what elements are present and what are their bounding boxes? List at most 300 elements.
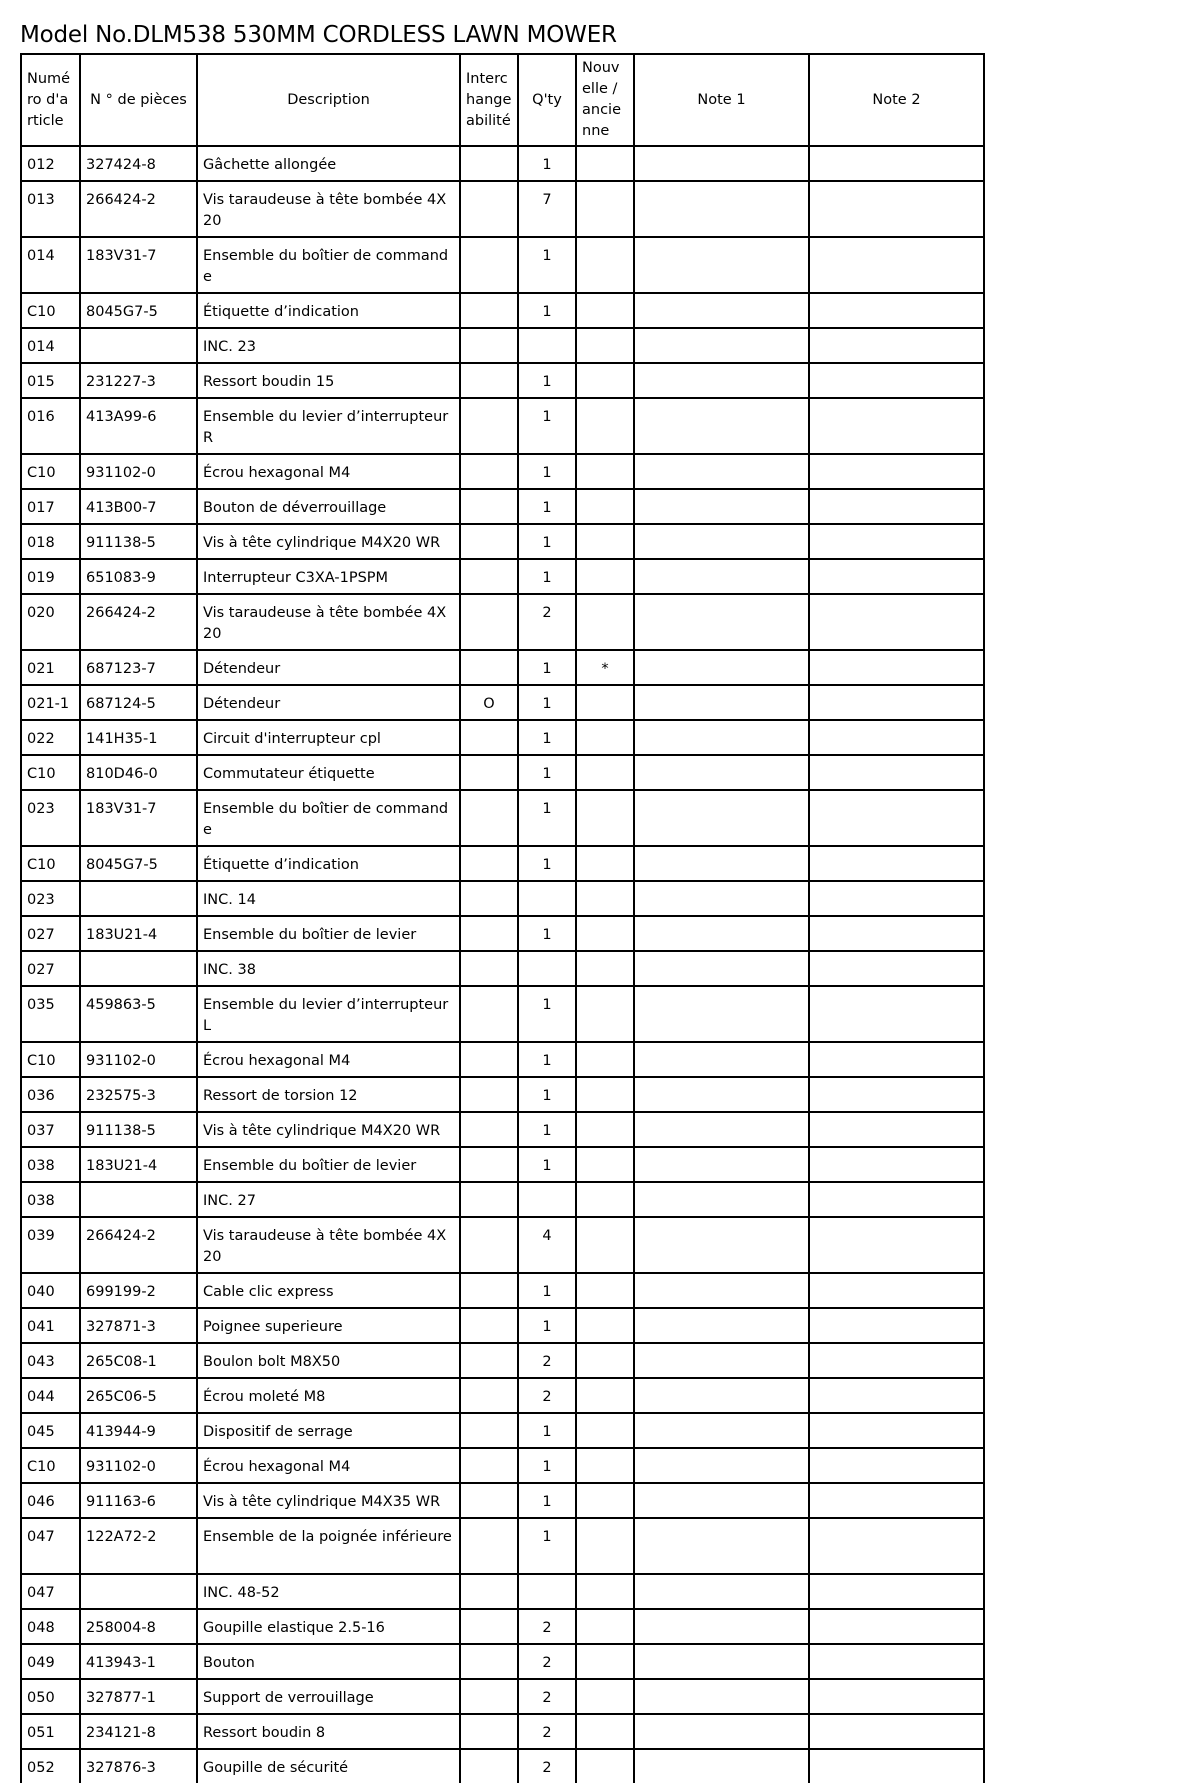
cell-part-number: 266424-2 xyxy=(80,594,197,650)
cell-note-1 xyxy=(634,1077,809,1112)
cell-description: Ensemble du boîtier de commande xyxy=(197,790,460,846)
cell-interchangeability xyxy=(460,1308,518,1343)
cell-interchangeability xyxy=(460,951,518,986)
table-row xyxy=(21,1308,984,1343)
cell-quantity: 1 xyxy=(518,1147,576,1182)
cell-item-number: 023 xyxy=(21,881,80,916)
cell-interchangeability xyxy=(460,1413,518,1448)
cell-item-number: 043 xyxy=(21,1343,80,1378)
cell-quantity: 1 xyxy=(518,755,576,790)
table-row xyxy=(21,181,984,237)
cell-new-old xyxy=(576,1077,634,1112)
cell-note-2 xyxy=(809,1217,984,1273)
cell-quantity: 1 xyxy=(518,1308,576,1343)
cell-item-number: 038 xyxy=(21,1182,80,1217)
cell-interchangeability xyxy=(460,1343,518,1378)
cell-interchangeability xyxy=(460,881,518,916)
col-header-quantity: Q'ty xyxy=(518,54,576,146)
cell-note-1 xyxy=(634,363,809,398)
cell-new-old xyxy=(576,1308,634,1343)
cell-note-2 xyxy=(809,1308,984,1343)
cell-part-number: 911138-5 xyxy=(80,524,197,559)
table-row xyxy=(21,398,984,454)
cell-note-1 xyxy=(634,1182,809,1217)
col-header-description: Description xyxy=(197,54,460,146)
cell-description: Commutateur étiquette xyxy=(197,755,460,790)
cell-note-1 xyxy=(634,790,809,846)
cell-note-1 xyxy=(634,1042,809,1077)
cell-new-old xyxy=(576,594,634,650)
cell-note-2 xyxy=(809,1714,984,1749)
parts-table-body xyxy=(21,146,984,1783)
cell-note-1 xyxy=(634,846,809,881)
table-row xyxy=(21,1679,984,1714)
cell-interchangeability xyxy=(460,1574,518,1609)
table-row xyxy=(21,489,984,524)
cell-part-number: 141H35-1 xyxy=(80,720,197,755)
cell-part-number: 183U21-4 xyxy=(80,1147,197,1182)
cell-interchangeability xyxy=(460,1518,518,1574)
cell-interchangeability xyxy=(460,1609,518,1644)
cell-note-1 xyxy=(634,181,809,237)
cell-part-number: 699199-2 xyxy=(80,1273,197,1308)
cell-note-2 xyxy=(809,1413,984,1448)
cell-note-2 xyxy=(809,1574,984,1609)
cell-note-2 xyxy=(809,1077,984,1112)
table-row xyxy=(21,1112,984,1147)
cell-note-1 xyxy=(634,1749,809,1783)
cell-note-2 xyxy=(809,559,984,594)
cell-new-old xyxy=(576,559,634,594)
cell-quantity: 1 xyxy=(518,293,576,328)
cell-quantity: 2 xyxy=(518,1714,576,1749)
cell-item-number: 047 xyxy=(21,1518,80,1574)
table-row xyxy=(21,328,984,363)
cell-note-1 xyxy=(634,237,809,293)
table-row xyxy=(21,720,984,755)
cell-part-number: 231227-3 xyxy=(80,363,197,398)
cell-part-number: 8045G7-5 xyxy=(80,293,197,328)
cell-new-old xyxy=(576,293,634,328)
cell-note-1 xyxy=(634,454,809,489)
cell-part-number: 651083-9 xyxy=(80,559,197,594)
cell-item-number: 052 xyxy=(21,1749,80,1783)
cell-item-number: 019 xyxy=(21,559,80,594)
cell-new-old xyxy=(576,1273,634,1308)
cell-description: Écrou hexagonal M4 xyxy=(197,1448,460,1483)
cell-note-2 xyxy=(809,237,984,293)
cell-note-1 xyxy=(634,1308,809,1343)
cell-item-number: 039 xyxy=(21,1217,80,1273)
cell-item-number: C10 xyxy=(21,846,80,881)
cell-note-2 xyxy=(809,1378,984,1413)
cell-note-2 xyxy=(809,1343,984,1378)
cell-new-old xyxy=(576,454,634,489)
cell-part-number xyxy=(80,1574,197,1609)
cell-part-number: 183V31-7 xyxy=(80,237,197,293)
cell-description: Étiquette d’indication xyxy=(197,846,460,881)
cell-quantity xyxy=(518,328,576,363)
cell-note-2 xyxy=(809,1147,984,1182)
cell-part-number: 931102-0 xyxy=(80,1042,197,1077)
cell-description: Ensemble du boîtier de commande xyxy=(197,237,460,293)
cell-description: Gâchette allongée xyxy=(197,146,460,181)
cell-part-number: 183U21-4 xyxy=(80,916,197,951)
cell-new-old xyxy=(576,986,634,1042)
cell-new-old xyxy=(576,237,634,293)
cell-note-2 xyxy=(809,846,984,881)
cell-interchangeability xyxy=(460,181,518,237)
cell-description: Ressort boudin 15 xyxy=(197,363,460,398)
cell-quantity: 1 xyxy=(518,790,576,846)
cell-note-2 xyxy=(809,293,984,328)
cell-description: Vis à tête cylindrique M4X20 WR xyxy=(197,524,460,559)
cell-new-old xyxy=(576,1448,634,1483)
table-row xyxy=(21,1574,984,1609)
cell-description: Ensemble de la poignée inférieure xyxy=(197,1518,460,1574)
cell-note-2 xyxy=(809,1609,984,1644)
cell-item-number: 017 xyxy=(21,489,80,524)
table-row xyxy=(21,1609,984,1644)
cell-note-1 xyxy=(634,951,809,986)
cell-note-1 xyxy=(634,1483,809,1518)
table-row xyxy=(21,790,984,846)
cell-interchangeability xyxy=(460,293,518,328)
cell-note-2 xyxy=(809,524,984,559)
cell-new-old xyxy=(576,1483,634,1518)
cell-note-1 xyxy=(634,146,809,181)
cell-description: Vis à tête cylindrique M4X35 WR xyxy=(197,1483,460,1518)
cell-description: Cable clic express xyxy=(197,1273,460,1308)
col-header-item-number: Numéro d'article xyxy=(21,54,80,146)
cell-note-2 xyxy=(809,1644,984,1679)
cell-note-2 xyxy=(809,790,984,846)
cell-interchangeability xyxy=(460,1217,518,1273)
cell-quantity: 1 xyxy=(518,916,576,951)
cell-item-number: 022 xyxy=(21,720,80,755)
cell-new-old xyxy=(576,328,634,363)
cell-interchangeability xyxy=(460,986,518,1042)
cell-new-old xyxy=(576,685,634,720)
cell-interchangeability xyxy=(460,1182,518,1217)
page-title: Model No.DLM538 530MM CORDLESS LAWN MOWER xyxy=(20,22,617,48)
cell-quantity xyxy=(518,881,576,916)
cell-note-2 xyxy=(809,1679,984,1714)
cell-part-number: 413A99-6 xyxy=(80,398,197,454)
cell-interchangeability xyxy=(460,1112,518,1147)
cell-part-number: 183V31-7 xyxy=(80,790,197,846)
table-row xyxy=(21,1483,984,1518)
table-row xyxy=(21,1343,984,1378)
cell-new-old xyxy=(576,1609,634,1644)
cell-interchangeability xyxy=(460,1077,518,1112)
cell-note-2 xyxy=(809,916,984,951)
cell-part-number: 266424-2 xyxy=(80,1217,197,1273)
cell-quantity: 1 xyxy=(518,1483,576,1518)
cell-item-number: 014 xyxy=(21,237,80,293)
cell-quantity: 1 xyxy=(518,363,576,398)
cell-item-number: 015 xyxy=(21,363,80,398)
cell-description: INC. 27 xyxy=(197,1182,460,1217)
cell-part-number: 327424-8 xyxy=(80,146,197,181)
cell-new-old xyxy=(576,398,634,454)
table-row xyxy=(21,846,984,881)
cell-quantity: 1 xyxy=(518,685,576,720)
cell-quantity: 2 xyxy=(518,594,576,650)
cell-note-1 xyxy=(634,1343,809,1378)
cell-interchangeability xyxy=(460,1378,518,1413)
cell-new-old xyxy=(576,951,634,986)
cell-new-old xyxy=(576,1679,634,1714)
cell-quantity: 2 xyxy=(518,1749,576,1783)
cell-interchangeability xyxy=(460,790,518,846)
cell-note-2 xyxy=(809,650,984,685)
cell-item-number: 012 xyxy=(21,146,80,181)
cell-description: Goupille de sécurité xyxy=(197,1749,460,1783)
cell-quantity: 1 xyxy=(518,1077,576,1112)
cell-note-1 xyxy=(634,1413,809,1448)
cell-note-1 xyxy=(634,685,809,720)
cell-item-number: 023 xyxy=(21,790,80,846)
cell-note-2 xyxy=(809,1182,984,1217)
cell-quantity: 2 xyxy=(518,1343,576,1378)
cell-quantity: 4 xyxy=(518,1217,576,1273)
header-row xyxy=(21,54,984,146)
cell-note-1 xyxy=(634,881,809,916)
cell-interchangeability xyxy=(460,1448,518,1483)
cell-note-1 xyxy=(634,559,809,594)
cell-note-1 xyxy=(634,650,809,685)
cell-interchangeability xyxy=(460,1147,518,1182)
cell-description: Circuit d'interrupteur cpl xyxy=(197,720,460,755)
cell-item-number: 040 xyxy=(21,1273,80,1308)
cell-note-1 xyxy=(634,1112,809,1147)
cell-description: Écrou moleté M8 xyxy=(197,1378,460,1413)
table-row xyxy=(21,916,984,951)
cell-description: INC. 38 xyxy=(197,951,460,986)
cell-note-2 xyxy=(809,594,984,650)
cell-part-number: 459863-5 xyxy=(80,986,197,1042)
cell-interchangeability xyxy=(460,720,518,755)
col-header-note-2: Note 2 xyxy=(809,54,984,146)
cell-quantity: 1 xyxy=(518,986,576,1042)
cell-new-old xyxy=(576,1042,634,1077)
cell-item-number: C10 xyxy=(21,454,80,489)
col-header-new-old: Nouvelle / ancienne xyxy=(576,54,634,146)
cell-item-number: 047 xyxy=(21,1574,80,1609)
cell-interchangeability xyxy=(460,1714,518,1749)
cell-item-number: C10 xyxy=(21,1042,80,1077)
cell-item-number: 045 xyxy=(21,1413,80,1448)
cell-note-1 xyxy=(634,755,809,790)
cell-item-number: 035 xyxy=(21,986,80,1042)
cell-description: Ensemble du boîtier de levier xyxy=(197,1147,460,1182)
cell-interchangeability xyxy=(460,363,518,398)
cell-note-1 xyxy=(634,1448,809,1483)
cell-item-number: 021 xyxy=(21,650,80,685)
cell-note-1 xyxy=(634,1644,809,1679)
cell-quantity: 1 xyxy=(518,489,576,524)
table-row xyxy=(21,146,984,181)
cell-quantity: 1 xyxy=(518,559,576,594)
table-row xyxy=(21,1749,984,1783)
cell-quantity: 1 xyxy=(518,1518,576,1574)
table-row xyxy=(21,1273,984,1308)
cell-new-old xyxy=(576,720,634,755)
cell-description: INC. 23 xyxy=(197,328,460,363)
cell-note-2 xyxy=(809,881,984,916)
cell-note-1 xyxy=(634,1714,809,1749)
cell-new-old xyxy=(576,1112,634,1147)
cell-part-number: 265C08-1 xyxy=(80,1343,197,1378)
cell-quantity: 2 xyxy=(518,1378,576,1413)
cell-part-number: 687124-5 xyxy=(80,685,197,720)
cell-quantity: 7 xyxy=(518,181,576,237)
cell-note-2 xyxy=(809,1448,984,1483)
cell-note-2 xyxy=(809,328,984,363)
cell-note-1 xyxy=(634,720,809,755)
cell-quantity: 1 xyxy=(518,398,576,454)
cell-new-old xyxy=(576,916,634,951)
cell-part-number xyxy=(80,1182,197,1217)
cell-item-number: 046 xyxy=(21,1483,80,1518)
cell-note-2 xyxy=(809,1518,984,1574)
cell-interchangeability xyxy=(460,398,518,454)
cell-quantity: 2 xyxy=(518,1609,576,1644)
cell-item-number: 051 xyxy=(21,1714,80,1749)
cell-interchangeability xyxy=(460,1273,518,1308)
cell-item-number: 027 xyxy=(21,916,80,951)
cell-note-2 xyxy=(809,181,984,237)
cell-note-2 xyxy=(809,755,984,790)
cell-description: Bouton xyxy=(197,1644,460,1679)
cell-note-2 xyxy=(809,720,984,755)
col-header-interchangeability: Interchangeabilité xyxy=(460,54,518,146)
cell-description: Détendeur xyxy=(197,650,460,685)
cell-new-old xyxy=(576,1644,634,1679)
cell-note-1 xyxy=(634,398,809,454)
cell-interchangeability xyxy=(460,755,518,790)
cell-item-number: 014 xyxy=(21,328,80,363)
cell-description: Poignee superieure xyxy=(197,1308,460,1343)
cell-part-number: 911138-5 xyxy=(80,1112,197,1147)
cell-description: Interrupteur C3XA-1PSPM xyxy=(197,559,460,594)
cell-description: Vis taraudeuse à tête bombée 4X20 xyxy=(197,181,460,237)
table-row xyxy=(21,594,984,650)
cell-part-number: 265C06-5 xyxy=(80,1378,197,1413)
cell-item-number: 048 xyxy=(21,1609,80,1644)
cell-item-number: 021-1 xyxy=(21,685,80,720)
cell-description: Ensemble du levier d’interrupteur L xyxy=(197,986,460,1042)
cell-item-number: 013 xyxy=(21,181,80,237)
table-row xyxy=(21,524,984,559)
col-header-part-number: N ° de pièces xyxy=(80,54,197,146)
cell-part-number: 413B00-7 xyxy=(80,489,197,524)
cell-item-number: 041 xyxy=(21,1308,80,1343)
cell-quantity: 1 xyxy=(518,1273,576,1308)
cell-note-2 xyxy=(809,986,984,1042)
cell-note-1 xyxy=(634,1378,809,1413)
table-row xyxy=(21,1448,984,1483)
cell-part-number: 413943-1 xyxy=(80,1644,197,1679)
cell-interchangeability xyxy=(460,146,518,181)
cell-description: INC. 48-52 xyxy=(197,1574,460,1609)
cell-part-number: 8045G7-5 xyxy=(80,846,197,881)
cell-item-number: C10 xyxy=(21,1448,80,1483)
cell-quantity xyxy=(518,1574,576,1609)
cell-quantity: 1 xyxy=(518,846,576,881)
cell-new-old xyxy=(576,524,634,559)
cell-note-1 xyxy=(634,1574,809,1609)
cell-new-old xyxy=(576,181,634,237)
cell-new-old xyxy=(576,1378,634,1413)
cell-quantity xyxy=(518,951,576,986)
cell-note-2 xyxy=(809,489,984,524)
cell-part-number xyxy=(80,951,197,986)
table-row xyxy=(21,1147,984,1182)
cell-interchangeability xyxy=(460,1644,518,1679)
cell-new-old xyxy=(576,146,634,181)
cell-part-number: 413944-9 xyxy=(80,1413,197,1448)
table-row xyxy=(21,1182,984,1217)
cell-description: Ensemble du boîtier de levier xyxy=(197,916,460,951)
table-row xyxy=(21,951,984,986)
cell-interchangeability xyxy=(460,524,518,559)
cell-note-2 xyxy=(809,685,984,720)
table-row xyxy=(21,986,984,1042)
cell-new-old xyxy=(576,1574,634,1609)
cell-item-number: 050 xyxy=(21,1679,80,1714)
parts-table xyxy=(20,53,985,1783)
cell-interchangeability xyxy=(460,916,518,951)
cell-item-number: C10 xyxy=(21,755,80,790)
cell-part-number: 327876-3 xyxy=(80,1749,197,1783)
cell-new-old xyxy=(576,1343,634,1378)
cell-new-old: * xyxy=(576,650,634,685)
cell-note-1 xyxy=(634,328,809,363)
cell-quantity: 2 xyxy=(518,1644,576,1679)
cell-item-number: 037 xyxy=(21,1112,80,1147)
cell-note-2 xyxy=(809,1483,984,1518)
cell-description: Vis taraudeuse à tête bombée 4X20 xyxy=(197,594,460,650)
table-row xyxy=(21,237,984,293)
cell-part-number: 931102-0 xyxy=(80,1448,197,1483)
cell-part-number: 122A72-2 xyxy=(80,1518,197,1574)
table-row xyxy=(21,1644,984,1679)
cell-interchangeability xyxy=(460,454,518,489)
cell-item-number: 020 xyxy=(21,594,80,650)
cell-quantity: 1 xyxy=(518,720,576,755)
cell-new-old xyxy=(576,846,634,881)
cell-part-number: 234121-8 xyxy=(80,1714,197,1749)
cell-interchangeability xyxy=(460,237,518,293)
table-row xyxy=(21,685,984,720)
cell-new-old xyxy=(576,1217,634,1273)
cell-quantity: 1 xyxy=(518,650,576,685)
cell-interchangeability xyxy=(460,1042,518,1077)
cell-description: Écrou hexagonal M4 xyxy=(197,1042,460,1077)
cell-part-number xyxy=(80,881,197,916)
table-row xyxy=(21,454,984,489)
cell-interchangeability xyxy=(460,328,518,363)
table-row xyxy=(21,1217,984,1273)
cell-description: Dispositif de serrage xyxy=(197,1413,460,1448)
cell-description: Goupille elastique 2.5-16 xyxy=(197,1609,460,1644)
cell-interchangeability: O xyxy=(460,685,518,720)
cell-note-1 xyxy=(634,986,809,1042)
cell-item-number: 049 xyxy=(21,1644,80,1679)
cell-part-number: 327877-1 xyxy=(80,1679,197,1714)
